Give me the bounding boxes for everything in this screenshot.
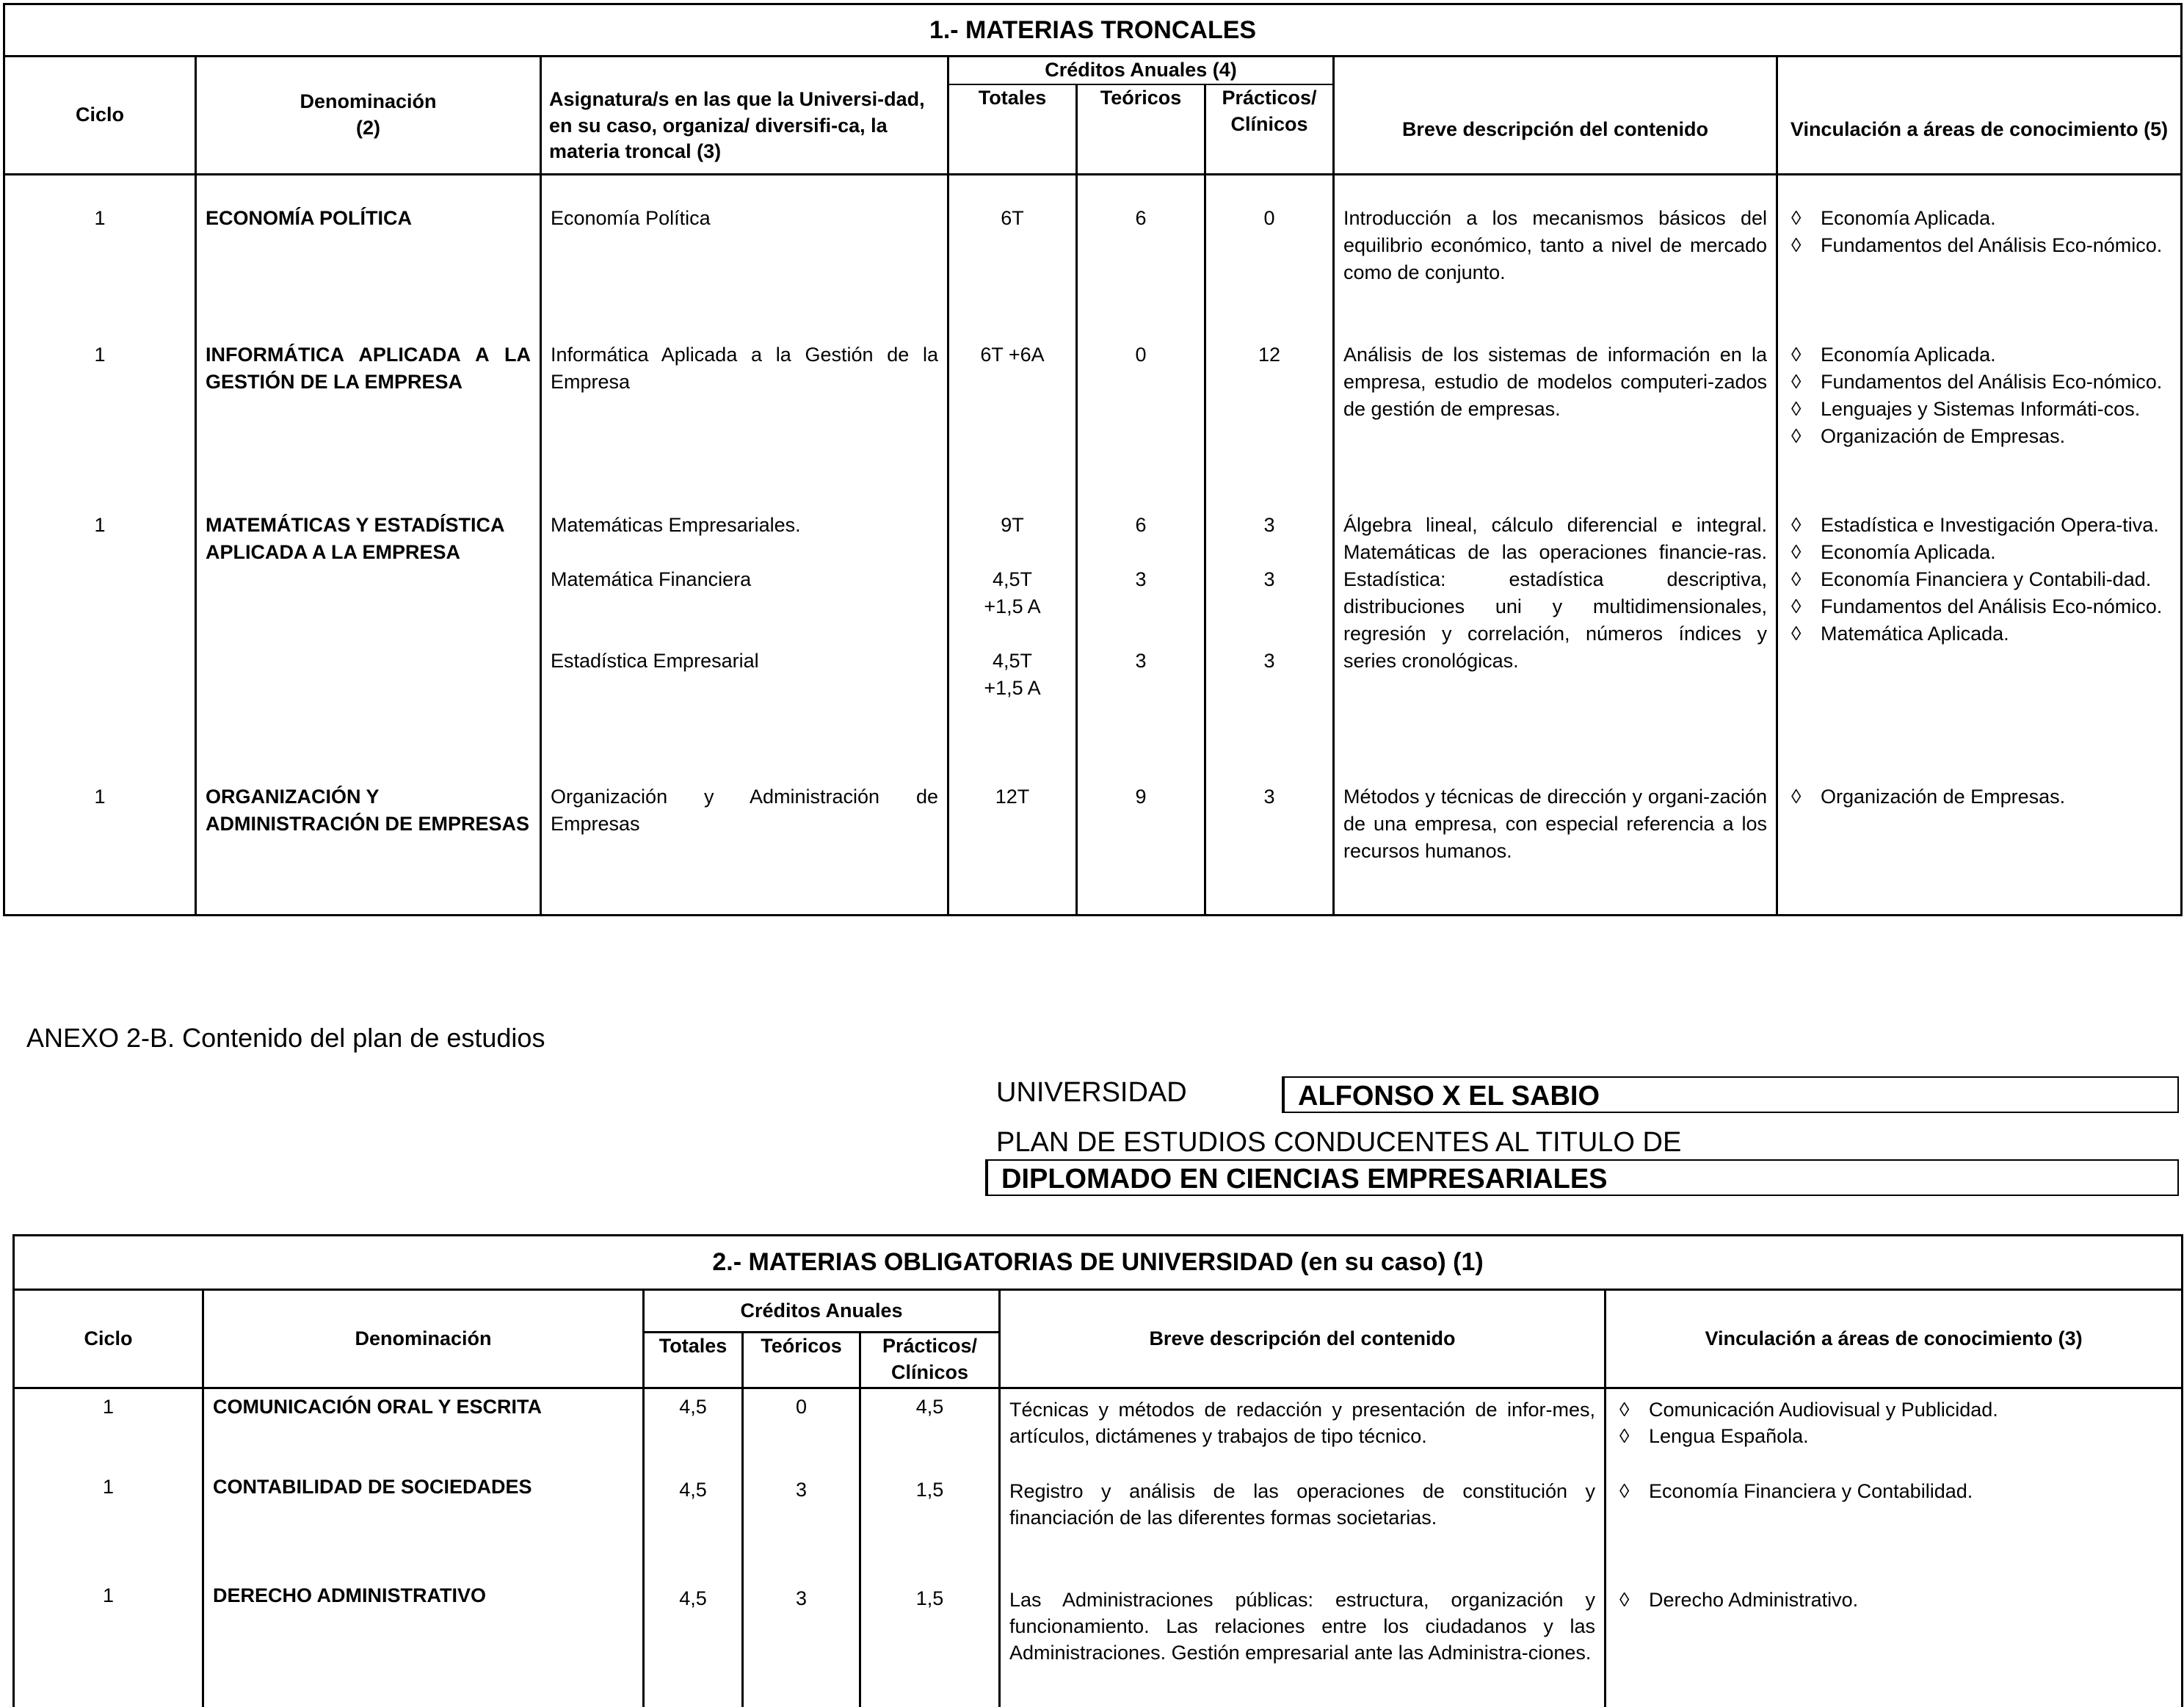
table-row	[14, 1474, 2183, 1582]
teoricos-cell: 6 3 3	[1077, 482, 1205, 753]
diamond-icon: ◊	[1619, 1425, 1630, 1447]
area-item: ◊ Fundamentos del Análisis Eco-nómico.	[1787, 369, 2172, 396]
area-item: ◊ Matemática Aplicada.	[1787, 620, 2172, 648]
diamond-icon: ◊	[1619, 1588, 1630, 1611]
titulo-field: DIPLOMADO EN CIENCIAS EMPRESARIALES	[985, 1159, 2179, 1196]
descripcion-cell: Las Administraciones públicas: estructura, organización y funcionamiento. Las relaciones entre los ciudadanos y las Administraciones. Gestión empresarial ante las Administra-ciones.	[1000, 1582, 1606, 1707]
teoricos-cell: 0	[1077, 312, 1205, 482]
practicos-cell: 3	[1205, 754, 1334, 916]
diamond-icon: ◊	[1791, 541, 1802, 564]
diamond-icon: ◊	[1791, 425, 1802, 448]
denominacion-cell: ECONOMÍA POLÍTICA	[196, 174, 541, 312]
denominacion-cell: DERECHO ADMINISTRATIVO	[203, 1582, 644, 1707]
area-item: ◊ Fundamentos del Análisis Eco-nómico.	[1787, 593, 2172, 620]
ciclo-cell: 1	[102, 1396, 115, 1418]
practicos-cell: 1,5	[860, 1474, 1000, 1582]
diamond-icon: ◊	[1791, 344, 1802, 366]
totales-cell: 4,5	[644, 1474, 743, 1582]
totales-cell: 6T	[948, 174, 1077, 312]
diamond-icon: ◊	[1791, 398, 1802, 421]
header-denominacion: Denominación	[203, 1290, 644, 1388]
areas-cell	[1777, 174, 2182, 312]
area-item: ◊ Economía Aplicada.	[1787, 341, 2172, 369]
header-descripcion: Breve descripción del contenido	[1334, 57, 1777, 175]
areas-cell	[1606, 1582, 2183, 1707]
header-vinculacion: Vinculación a áreas de conocimiento (3)	[1606, 1290, 2183, 1388]
practicos-cell: 0	[1205, 174, 1334, 312]
header-creditos: Créditos Anuales	[644, 1290, 1000, 1333]
header-practicos: Prácticos/ Clínicos	[1205, 84, 1334, 174]
areas-cell	[1777, 482, 2182, 753]
totales-cell: 4,5	[644, 1582, 743, 1707]
table-row	[4, 482, 2182, 753]
areas-cell	[1777, 754, 2182, 916]
denominacion-cell: ORGANIZACIÓN Y ADMINISTRACIÓN DE EMPRESAS	[196, 754, 541, 916]
descripcion-cell: Análisis de los sistemas de información en la empresa, estudio de modelos computeri-zados de gestión de empresas.	[1334, 312, 1777, 482]
descripcion-cell: Técnicas y métodos de redacción y presentación de infor-mes, artículos, dictámenes y trabajos de tipo técnico.	[1000, 1388, 1606, 1474]
diamond-icon: ◊	[1791, 371, 1802, 394]
header-denominacion	[196, 57, 541, 175]
denominacion-cell: CONTABILIDAD DE SOCIEDADES	[203, 1474, 644, 1582]
denominacion-cell: INFORMÁTICA APLICADA A LA GESTIÓN DE LA EMPRESA	[196, 312, 541, 482]
area-item: ◊ Economía Financiera y Contabili-dad.	[1787, 566, 2172, 593]
denominacion-cell: COMUNICACIÓN ORAL Y ESCRITA	[203, 1388, 644, 1474]
totales-cell: 4,5	[644, 1388, 743, 1474]
diamond-icon: ◊	[1619, 1479, 1630, 1502]
practicos-cell: 3 3 3	[1205, 482, 1334, 753]
area-item: ◊ Comunicación Audiovisual y Publicidad.	[1615, 1396, 2172, 1423]
diamond-icon: ◊	[1791, 514, 1802, 537]
header-ciclo: Ciclo	[4, 57, 196, 175]
totales-cell: 6T +6A	[948, 312, 1077, 482]
ciclo-cell: 1	[94, 344, 106, 366]
teoricos-cell: 3	[743, 1474, 860, 1582]
descripcion-cell: Álgebra lineal, cálculo diferencial e integral. Matemáticas de las operaciones financie-ras. Estadística: estadística descriptiva, distribuciones uni y multidimensionales, regresión y correlación, números índices y series cronológicas.	[1334, 482, 1777, 753]
teoricos-cell: 0	[743, 1388, 860, 1474]
asignatura-cell: Informática Aplicada a la Gestión de la Empresa	[541, 312, 948, 482]
teoricos-cell: 3	[743, 1582, 860, 1707]
totales-cell: 12T	[948, 754, 1077, 916]
table-row	[14, 1582, 2183, 1707]
areas-cell	[1777, 312, 2182, 482]
area-item: ◊ Fundamentos del Análisis Eco-nómico.	[1787, 232, 2172, 259]
table-title: 2.- MATERIAS OBLIGATORIAS DE UNIVERSIDAD (en su caso) (1)	[14, 1236, 2183, 1290]
asignatura-cell: Organización y Administración de Empresas	[541, 754, 948, 916]
table-title: 1.- MATERIAS TRONCALES	[4, 4, 2182, 57]
totales-cell: 9T 4,5T +1,5 A 4,5T +1,5 A	[948, 482, 1077, 753]
descripcion-cell: Introducción a los mecanismos básicos del equilibrio económico, tanto a nivel de mercado como de conjunto.	[1334, 174, 1777, 312]
areas-cell	[1606, 1474, 2183, 1582]
annex-heading	[26, 1023, 545, 1054]
area-item: ◊ Lenguajes y Sistemas Informáti-cos.	[1787, 396, 2172, 423]
area-item: ◊ Organización de Empresas.	[1787, 783, 2172, 811]
universidad-field: ALFONSO X EL SABIO	[1282, 1076, 2179, 1113]
materias-troncales-table	[3, 3, 2183, 916]
teoricos-cell: 9	[1077, 754, 1205, 916]
header-creditos: Créditos Anuales (4)	[948, 57, 1334, 85]
header-teoricos: Teóricos	[1077, 84, 1205, 174]
asignatura-cell: Economía Política	[541, 174, 948, 312]
diamond-icon: ◊	[1619, 1399, 1630, 1421]
plan-label: PLAN DE ESTUDIOS CONDUCENTES AL TITULO DE	[996, 1127, 1682, 1158]
table-row	[14, 1388, 2183, 1474]
teoricos-cell: 6	[1077, 174, 1205, 312]
header-denominacion-note: (2)	[356, 116, 380, 139]
header-vinculacion: Vinculación a áreas de conocimiento (5)	[1777, 57, 2182, 175]
descripcion-cell: Métodos y técnicas de dirección y organi-zación de una empresa, con especial referencia a los recursos humanos.	[1334, 754, 1777, 916]
diamond-icon: ◊	[1791, 233, 1802, 256]
practicos-cell: 4,5	[860, 1388, 1000, 1474]
area-item: ◊ Economía Aplicada.	[1787, 539, 2172, 566]
header-totales: Totales	[644, 1333, 743, 1388]
practicos-cell: 12	[1205, 312, 1334, 482]
area-item: ◊ Organización de Empresas.	[1787, 423, 2172, 450]
header-denominacion-label: Denominación	[300, 90, 437, 113]
denominacion-cell: MATEMÁTICAS Y ESTADÍSTICA APLICADA A LA EMPRESA	[196, 482, 541, 753]
descripcion-cell: Registro y análisis de las operaciones de constitución y financiación de las diferentes formas societarias.	[1000, 1474, 1606, 1582]
area-item: ◊ Economía Financiera y Contabilidad.	[1615, 1478, 2172, 1504]
area-item: ◊ Lengua Española.	[1615, 1423, 2172, 1449]
diamond-icon: ◊	[1791, 785, 1802, 808]
ciclo-cell: 1	[94, 514, 106, 537]
universidad-label: UNIVERSIDAD	[996, 1077, 1187, 1108]
table-row	[4, 754, 2182, 916]
areas-cell	[1606, 1388, 2183, 1474]
ciclo-cell: 1	[102, 1475, 115, 1498]
annex-label: ANEXO 2-B.	[26, 1023, 175, 1053]
ciclo-cell: 1	[94, 785, 106, 808]
header-practicos: Prácticos/ Clínicos	[860, 1333, 1000, 1388]
ciclo-cell: 1	[94, 206, 106, 229]
area-item: ◊ Derecho Administrativo.	[1615, 1587, 2172, 1613]
header-descripcion: Breve descripción del contenido	[1000, 1290, 1606, 1388]
diamond-icon: ◊	[1791, 595, 1802, 618]
table-row	[4, 312, 2182, 482]
diamond-icon: ◊	[1791, 568, 1802, 591]
header-ciclo: Ciclo	[14, 1290, 203, 1388]
diamond-icon: ◊	[1791, 623, 1802, 645]
header-totales: Totales	[948, 84, 1077, 174]
header-teoricos: Teóricos	[743, 1333, 860, 1388]
ciclo-cell: 1	[102, 1584, 115, 1606]
area-item: ◊ Economía Aplicada.	[1787, 205, 2172, 232]
asignatura-cell: Matemáticas Empresariales. Matemática Financiera Estadística Empresarial	[541, 482, 948, 753]
header-asignaturas: Asignatura/s en las que la Universi-dad, en su caso, organiza/ diversifi-ca, la materia troncal (3)	[541, 57, 948, 175]
area-item: ◊ Estadística e Investigación Opera-tiva.	[1787, 512, 2172, 539]
table-row	[4, 174, 2182, 312]
practicos-cell: 1,5	[860, 1582, 1000, 1707]
diamond-icon: ◊	[1791, 206, 1802, 229]
annex-text: Contenido del plan de estudios	[182, 1023, 545, 1053]
materias-obligatorias-table	[12, 1234, 2183, 1707]
